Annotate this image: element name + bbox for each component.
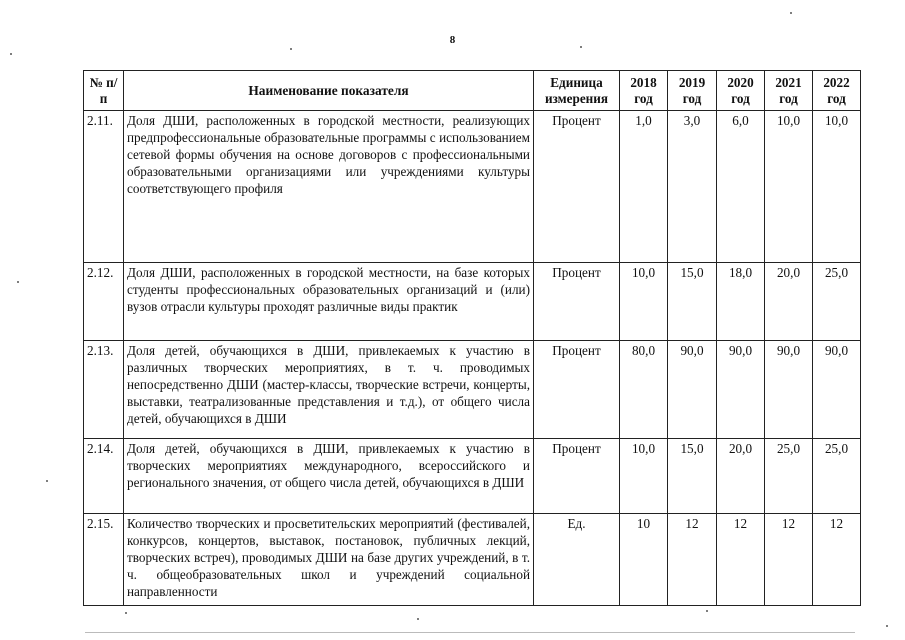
scan-speck <box>46 480 48 482</box>
value-2018: 1,0 <box>620 111 668 263</box>
indicator-name: Доля ДШИ, расположенных в городской местности, на базе которых студенты профессиональных образовательных организаций и (или) вузов отрасли культуры проходят различные виды практик <box>124 263 534 341</box>
header-year-2020: 2020 год <box>717 71 765 111</box>
value-2021: 25,0 <box>765 439 813 514</box>
scan-speck <box>417 618 419 620</box>
table-row <box>84 341 861 439</box>
indicator-name: Доля детей, обучающихся в ДШИ, привлекаемых к участию в творческих мероприятиях международного, всероссийского и регионального значения, от общего числа детей, обучающихся в ДШИ <box>124 439 534 514</box>
value-2022: 25,0 <box>813 263 861 341</box>
row-number: 2.15. <box>84 514 124 606</box>
indicator-name: Доля детей, обучающихся в ДШИ, привлекаемых к участию в различных творческих мероприятиях, в т. ч. проводимых непосредственно ДШИ (мастер-классы, творческие встречи, концерты, выставки, театрализованные представления и т.д.), от общего числа детей, обучающихся в ДШИ <box>124 341 534 439</box>
row-number: 2.14. <box>84 439 124 514</box>
indicators-table <box>83 70 861 606</box>
indicator-name: Доля ДШИ, расположенных в городской местности, реализующих предпрофессиональные образовательные программы с использованием сетевой формы обучения на основе договоров с профессиональными образовательными организациями или учреждениями культуры соответствующего профиля <box>124 111 534 263</box>
value-2019: 90,0 <box>668 341 717 439</box>
value-2019: 12 <box>668 514 717 606</box>
indicator-name: Количество творческих и просветительских мероприятий (фестивалей, конкурсов, концертов, выставок, постановок, публичных лекций, творческих встреч), проводимых ДШИ на базе других учреждений, в т. ч. общеобразовательных школ и учреждений социальной направленности <box>124 514 534 606</box>
scan-edge-line <box>85 632 855 633</box>
value-2022: 25,0 <box>813 439 861 514</box>
table-row <box>84 263 861 341</box>
value-2021: 90,0 <box>765 341 813 439</box>
value-2022: 12 <box>813 514 861 606</box>
unit-cell: Процент <box>534 439 620 514</box>
value-2019: 15,0 <box>668 439 717 514</box>
value-2020: 90,0 <box>717 341 765 439</box>
header-year-2021: 2021 год <box>765 71 813 111</box>
value-2019: 3,0 <box>668 111 717 263</box>
header-unit: Единица измерения <box>534 71 620 111</box>
unit-cell: Процент <box>534 341 620 439</box>
header-year-2018: 2018 год <box>620 71 668 111</box>
scan-speck <box>10 53 12 55</box>
header-year-2019: 2019 год <box>668 71 717 111</box>
header-name: Наименование показателя <box>124 71 534 111</box>
scan-speck <box>886 625 888 627</box>
value-2019: 15,0 <box>668 263 717 341</box>
table-row <box>84 111 861 263</box>
value-2020: 20,0 <box>717 439 765 514</box>
page-number: 8 <box>449 34 456 46</box>
value-2018: 80,0 <box>620 341 668 439</box>
scan-speck <box>790 12 792 14</box>
unit-cell: Ед. <box>534 514 620 606</box>
value-2022: 10,0 <box>813 111 861 263</box>
value-2021: 10,0 <box>765 111 813 263</box>
value-2018: 10 <box>620 514 668 606</box>
value-2018: 10,0 <box>620 263 668 341</box>
scan-speck <box>580 46 582 48</box>
header-row <box>84 71 861 111</box>
row-number: 2.12. <box>84 263 124 341</box>
scan-speck <box>125 612 127 614</box>
scan-speck <box>290 48 292 50</box>
value-2020: 12 <box>717 514 765 606</box>
row-number: 2.11. <box>84 111 124 263</box>
table-row <box>84 439 861 514</box>
table-row <box>84 514 861 606</box>
scan-speck <box>706 610 708 612</box>
value-2020: 6,0 <box>717 111 765 263</box>
row-number: 2.13. <box>84 341 124 439</box>
header-num: № п/п <box>84 71 124 111</box>
unit-cell: Процент <box>534 263 620 341</box>
header-year-2022: 2022 год <box>813 71 861 111</box>
value-2021: 12 <box>765 514 813 606</box>
scan-speck <box>17 281 19 283</box>
value-2022: 90,0 <box>813 341 861 439</box>
value-2021: 20,0 <box>765 263 813 341</box>
value-2018: 10,0 <box>620 439 668 514</box>
value-2020: 18,0 <box>717 263 765 341</box>
unit-cell: Процент <box>534 111 620 263</box>
